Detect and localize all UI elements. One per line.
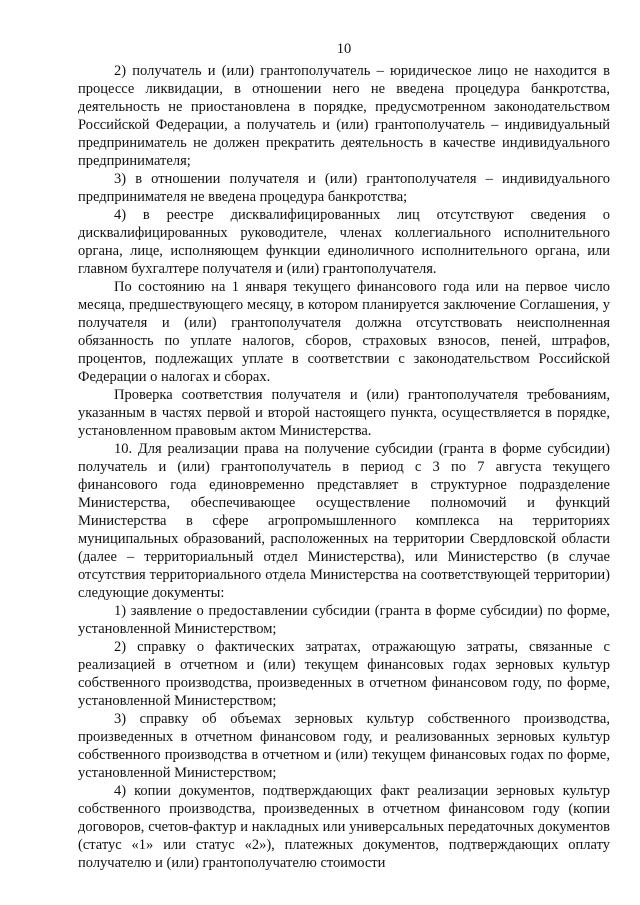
paragraph: 4) копии документов, подтверждающих факт реализации зерновых культур собственного производства, произведенных в отчетном финансовом году (копии договоров, счетов-фактур и накладных или универсальных передаточных документов (статус «1» или статус «2»), платежных документов, подтверждающих оплату получателю и (или) грантополучателю стоимости bbox=[78, 783, 610, 871]
paragraph: 2) справку о фактических затратах, отражающую затраты, связанные с реализацией в отчетном и (или) текущем финансовых годах зерновых культур собственного производства, произведенных в отчетном финансовом году, по форме, установленной Министерством; bbox=[78, 639, 610, 709]
paragraph: 4) в реестре дисквалифицированных лиц отсутствуют сведения о дисквалифицированных руководителе, членах коллегиального исполнительного органа, лице, исполняющем функции единоличного исполнительного органа, или главном бухгалтере получателя и (или) грантополучателя. bbox=[78, 207, 610, 277]
page-number: 10 bbox=[336, 41, 352, 57]
paragraph: 3) в отношении получателя и (или) грантополучателя – индивидуального предпринимателя не введена процедура банкротства; bbox=[78, 171, 610, 205]
paragraph: 3) справку об объемах зерновых культур собственного производства, произведенных в отчетном финансовом году, и реализованных зерновых культур собственного производства в отчетном и (или) текущем финансовых годах по форме, установленной Министерством; bbox=[78, 711, 610, 781]
paragraph: 10. Для реализации права на получение субсидии (гранта в форме субсидии) получатель и (или) грантополучатель в период с 3 по 7 августа текущего финансового года единовременно представляет в структурное подразделение Министерства, обеспечивающее осуществление полномочий и функций Министерства в сфере агропромышленного комплекса на территориях муниципальных образований, расположенных на территории Свердловской области (далее – территориальный отдел Министерства), или Министерство (в случае отсутствия территориального отдела Министерства на соответствующей территории) следующие документы: bbox=[78, 441, 610, 601]
document-page bbox=[78, 40, 610, 872]
paragraph: 2) получатель и (или) грантополучатель – юридическое лицо не находится в процессе ликвидации, в отношении него не введена процедура банкротства, деятельность не приостановлена в порядке, предусмотренном законодательством Российской Федерации, а получатель и (или) грантополучатель – индивидуальный предприниматель не должен прекратить деятельность в качестве индивидуального предпринимателя; bbox=[78, 63, 610, 169]
paragraph: 1) заявление о предоставлении субсидии (гранта в форме субсидии) по форме, установленной Министерством; bbox=[78, 603, 610, 637]
paragraph: Проверка соответствия получателя и (или) грантополучателя требованиям, указанным в частях первой и второй настоящего пункта, осуществляется в порядке, установленном правовым актом Министерства. bbox=[78, 387, 610, 439]
paragraph: По состоянию на 1 января текущего финансового года или на первое число месяца, предшествующего месяцу, в котором планируется заключение Соглашения, у получателя и (или) грантополучателя должна отсутствовать неисполненная обязанность по уплате налогов, сборов, страховых взносов, пеней, штрафов, процентов, подлежащих уплате в соответствии с законодательством Российской Федерации о налогах и сборах. bbox=[78, 279, 610, 385]
